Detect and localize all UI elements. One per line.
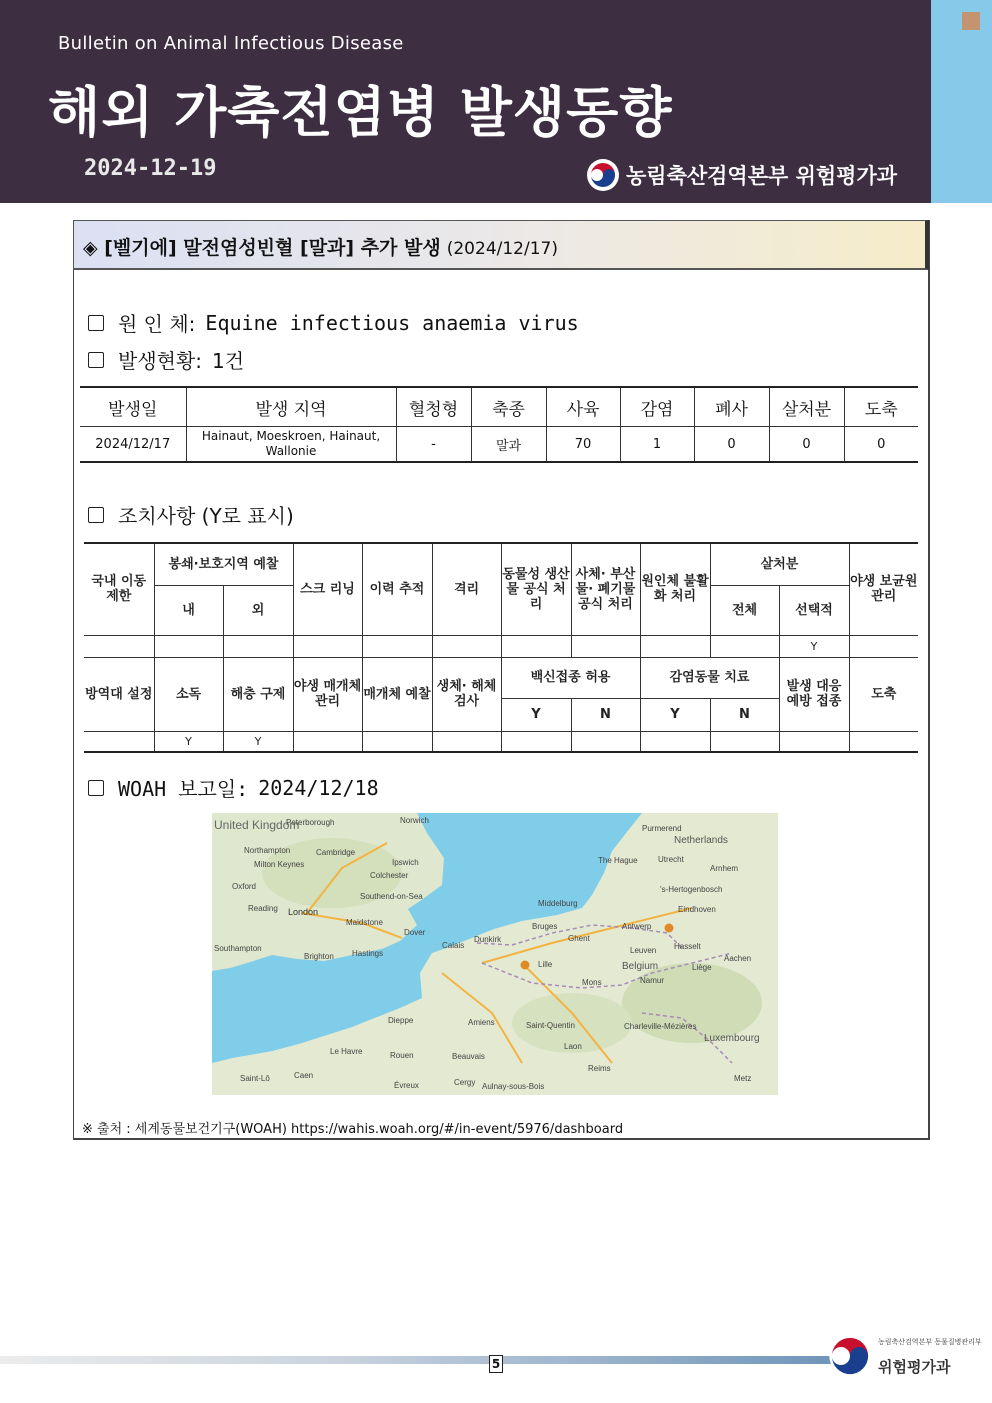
map-label-amiens: Amiens: [468, 1018, 495, 1027]
map-label-saint-lo: Saint-Lô: [240, 1074, 270, 1083]
map-label-aachen: Aachen: [724, 954, 752, 963]
hdr-screening: 스크 리닝: [293, 543, 362, 635]
map-label-netherlands: Netherlands: [674, 835, 728, 846]
hdr-quarantine: 격리: [432, 543, 501, 635]
measures-item: [88, 500, 294, 529]
table-row: [80, 427, 918, 463]
hdr-animal-products: 동물성 생산물 공식 처리: [501, 543, 571, 635]
map-label-dieppe: Dieppe: [388, 1016, 414, 1025]
map-label-belgium: Belgium: [622, 961, 659, 972]
map-label-ghent: Ghent: [568, 934, 590, 943]
map-label-lille: Lille: [538, 960, 553, 969]
map-label-calais: Calais: [442, 941, 465, 950]
col-header: 혈청형: [396, 387, 471, 427]
footer-line: [0, 1356, 850, 1364]
map-label-aulnay: Aulnay-sous-Bois: [482, 1082, 545, 1091]
measures-values-row-2: [84, 731, 918, 752]
map-label-the-hague: The Hague: [598, 856, 638, 865]
agency-logo: [586, 158, 897, 192]
cell-susceptible: 70: [546, 427, 620, 463]
map-label-southampton: Southampton: [214, 944, 262, 953]
map-label-metz: Metz: [734, 1074, 752, 1083]
value-cell: [223, 635, 293, 657]
hdr-quarantine-zone: 방역대 설정: [84, 657, 154, 731]
value-cell: [501, 731, 571, 752]
map-label-le-havre: Le Havre: [330, 1047, 363, 1056]
hdr-treatment-n: N: [710, 698, 779, 731]
cell-deaths: 0: [694, 427, 769, 463]
map-label-liege: Liège: [692, 963, 712, 972]
map-label-arnhem: Arnhem: [710, 864, 739, 873]
footer-org-main: 위험평가과: [878, 1358, 951, 1376]
map-label-purmerend: Purmerend: [642, 824, 682, 833]
map-label-norwich: Norwich: [400, 816, 429, 825]
hdr-wild-vector: 야생 매개체 관리: [293, 657, 362, 731]
cell-serotype: -: [396, 427, 471, 463]
hdr-vaccination-y: Y: [501, 698, 571, 731]
value-cell: [710, 635, 779, 657]
map-label-middelburg: Middelburg: [538, 899, 578, 908]
hdr-zone-in: 내: [154, 585, 223, 635]
pathogen-value: Equine infectious anaemia virus: [205, 310, 579, 335]
hdr-vaccination: 백신접종 허용: [501, 657, 640, 698]
hdr-pathogen-inactivation: 원인체 불활화 처리: [640, 543, 710, 635]
map-label-dover: Dover: [404, 928, 426, 937]
map-label-hertogenbosch: 's-Hertogenbosch: [660, 885, 723, 894]
map-label-evreux: Évreux: [394, 1081, 419, 1090]
value-cell: [849, 635, 918, 657]
cell-cases: 1: [620, 427, 694, 463]
col-header: 발생일: [80, 387, 186, 427]
map-label-maidstone: Maidstone: [346, 918, 383, 927]
map-label-dunkirk: Dunkirk: [474, 935, 502, 944]
woah-label: WOAH 보고일:: [118, 777, 249, 801]
map-label-reading: Reading: [248, 904, 278, 913]
col-header: 발생 지역: [186, 387, 396, 427]
map-label-bruges: Bruges: [532, 922, 558, 931]
checkbox-icon: [88, 780, 104, 796]
header-side-strip: [931, 0, 992, 203]
hdr-zone: 봉쇄·보호지역 예찰: [154, 543, 293, 585]
value-cell: [432, 635, 501, 657]
hdr-carcass: 사체· 부산물· 폐기물 공식 처리: [571, 543, 640, 635]
map-label-cambridge: Cambridge: [316, 848, 356, 857]
outbreak-item: [88, 345, 244, 374]
map-label-cergy: Cergy: [454, 1078, 476, 1087]
col-header: 폐사: [694, 387, 769, 427]
report-title: ◈ [벨기에] 말전염성빈혈 [말과] 추가 발생: [83, 237, 441, 259]
measures-values-row-1: [84, 635, 918, 657]
map-label-leuven: Leuven: [630, 946, 657, 955]
taegeuk-icon: [828, 1334, 872, 1378]
bulletin-subtitle: Bulletin on Animal Infectious Disease: [58, 33, 404, 54]
value-cell: [154, 635, 223, 657]
measures-label: 조치사항 (Y로 표시): [118, 504, 294, 528]
value-cell: [571, 731, 640, 752]
cell-region: Hainaut, Moeskroen, Hainaut, Wallonie: [186, 427, 396, 463]
cell-date: 2024/12/17: [80, 427, 186, 463]
hdr-slaughter: 도축: [849, 657, 918, 731]
footer-org-sub: 농림축산검역본부 동물질병관리부: [878, 1338, 982, 1346]
value-cell: Y: [154, 731, 223, 752]
hdr-vaccination-n: N: [571, 698, 640, 731]
page-title: 해외 가축전염병 발생동향: [48, 81, 673, 144]
value-cell: [293, 731, 362, 752]
cell-species: 말과: [471, 427, 546, 463]
col-header: 사육: [546, 387, 620, 427]
col-header: 살처분: [769, 387, 844, 427]
hdr-tracing: 이력 추적: [362, 543, 432, 635]
map-label-southend: Southend-on-Sea: [360, 892, 423, 901]
cell-killed: 0: [769, 427, 844, 463]
hdr-wildlife-reservoir: 야생 보균원 관리: [849, 543, 918, 635]
measures-table: [84, 542, 918, 753]
hdr-postmortem: 생체· 해체 검사: [432, 657, 501, 731]
map-label-laon: Laon: [564, 1042, 582, 1051]
hdr-disinfection: 소독: [154, 657, 223, 731]
pathogen-label: 원 인 체:: [118, 312, 196, 336]
map-label-saint-quentin: Saint-Quentin: [526, 1021, 575, 1030]
hdr-treatment: 감염동물 치료: [640, 657, 779, 698]
outbreak-map[interactable]: [212, 813, 778, 1095]
hdr-culling: 살처분: [710, 543, 849, 585]
value-cell: [293, 635, 362, 657]
hdr-zone-out: 외: [223, 585, 293, 635]
value-cell: [571, 635, 640, 657]
col-header: 축종: [471, 387, 546, 427]
map-label-luxembourg: Luxembourg: [704, 1033, 760, 1044]
map-label-utrecht: Utrecht: [658, 855, 684, 864]
col-header: 감염: [620, 387, 694, 427]
checkbox-icon: [88, 315, 104, 331]
pathogen-item: [88, 308, 579, 337]
map-label-colchester: Colchester: [370, 871, 409, 880]
outbreak-table: [80, 386, 918, 463]
map-label-london: London: [288, 907, 319, 917]
col-header: 도축: [844, 387, 918, 427]
map-label-rouen: Rouen: [390, 1051, 414, 1060]
value-cell: [640, 731, 710, 752]
map-label-ipswich: Ipswich: [392, 858, 419, 867]
hdr-insect-control: 해충 구제: [223, 657, 293, 731]
corner-accent: [962, 12, 980, 30]
map-label-brighton: Brighton: [304, 952, 334, 961]
value-cell: [362, 635, 432, 657]
map-label-oxford: Oxford: [232, 882, 257, 891]
map-label-reims: Reims: [588, 1064, 611, 1073]
map-label-northampton: Northampton: [244, 846, 291, 855]
checkbox-icon: [88, 507, 104, 523]
taegeuk-icon: [586, 158, 620, 192]
map-label-caen: Caen: [294, 1071, 314, 1080]
value-cell: [779, 731, 849, 752]
report-title-bar: [73, 220, 929, 270]
map-label-eindhoven: Eindhoven: [678, 905, 716, 914]
hdr-domestic-movement: 국내 이동 제한: [84, 543, 154, 635]
cell-slaughtered: 0: [844, 427, 918, 463]
map-label-hastings: Hastings: [352, 949, 384, 958]
agency-name: 농림축산검역본부 위험평가과: [626, 164, 898, 188]
hdr-emergency-vaccination: 발생 대응 예방 접종: [779, 657, 849, 731]
value-cell: [84, 731, 154, 752]
outbreak-label: 발생현황:: [118, 349, 203, 373]
source-note: ※ 출처 : 세계동물보건기구(WOAH) https://wahis.woah.org/#/in-event/5976/dashboard: [82, 1122, 624, 1137]
issue-date: 2024-12-19: [84, 156, 217, 181]
map-label-namur: Namur: [640, 976, 665, 985]
checkbox-icon: [88, 352, 104, 368]
value-cell: [849, 731, 918, 752]
map-label-hasselt: Hasselt: [674, 942, 701, 951]
value-cell: [501, 635, 571, 657]
map-label-mons: Mons: [582, 978, 602, 987]
table-header-row: [80, 387, 918, 427]
value-cell: [710, 731, 779, 752]
map-label-charleville: Charleville-Mézières: [624, 1022, 697, 1031]
value-cell: [432, 731, 501, 752]
value-cell: [362, 731, 432, 752]
value-cell: Y: [779, 635, 849, 657]
hdr-culling-selective: 선택적: [779, 585, 849, 635]
outbreak-value: 1건: [212, 349, 245, 373]
page-number: 5: [489, 1355, 503, 1373]
value-cell: [640, 635, 710, 657]
map-label-milton-keynes: Milton Keynes: [254, 860, 305, 869]
woah-date: 2024/12/18: [258, 775, 379, 800]
report-title-date: (2024/12/17): [446, 239, 558, 259]
hdr-vector-surveillance: 매개체 예찰: [362, 657, 432, 731]
map-label-antwerp: Antwerp: [622, 922, 652, 931]
map-label-peterborough: Peterborough: [286, 818, 335, 827]
value-cell: Y: [223, 731, 293, 752]
map-label-united-kingdom: United Kingdom: [214, 818, 300, 832]
woah-item: [88, 773, 379, 802]
map-label-beauvais: Beauvais: [452, 1052, 485, 1061]
value-cell: [84, 635, 154, 657]
hdr-culling-all: 전체: [710, 585, 779, 635]
hdr-treatment-y: Y: [640, 698, 710, 731]
